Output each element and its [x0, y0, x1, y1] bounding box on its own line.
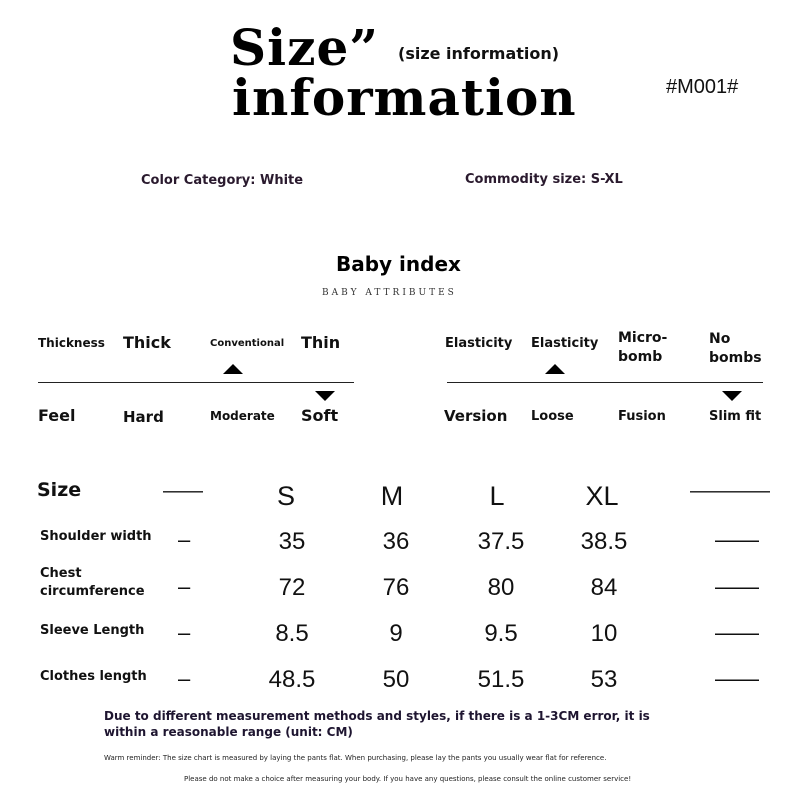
table-cell: 48.5: [268, 666, 316, 693]
feel-selected-marker: [315, 391, 335, 401]
size-header-dash-left: ——: [163, 480, 203, 502]
row-label-sleeve-length: Sleeve Length: [40, 623, 145, 638]
table-cell: 53: [590, 666, 618, 693]
table-cell: 38.5: [580, 528, 628, 555]
elasticity-selected-marker: [545, 364, 565, 374]
row-label-chest-circumference: Chest circumference: [40, 566, 145, 599]
left-attribute-divider: [38, 382, 354, 383]
row-dash-right: ——: [715, 574, 759, 599]
thickness-opt-thick: Thick: [123, 333, 171, 352]
row-dash-left: –: [178, 620, 191, 645]
table-cell: 37.5: [477, 528, 525, 555]
row-dash-right: ——: [715, 527, 759, 552]
size-header-l: L: [489, 481, 505, 511]
warm-reminder: Warm reminder: The size chart is measured by laying the pants flat. When purchasing, please lay the pants you usually wear flat for reference.: [104, 754, 607, 762]
size-header-dash-right: ————: [690, 480, 770, 502]
title-line-1: Size”: [230, 18, 380, 77]
contact-note: Please do not make a choice after measuring your body. If you have any questions, please consult the online customer service!: [184, 775, 632, 783]
feel-opt-hard: Hard: [123, 408, 164, 426]
table-cell: 80: [487, 574, 515, 601]
thickness-opt-conventional: Conventional: [210, 338, 285, 349]
table-cell: 35: [278, 528, 306, 555]
thickness-opt-thin: Thin: [301, 333, 341, 352]
table-cell: 36: [382, 528, 410, 555]
size-header-xl: XL: [585, 481, 619, 511]
size-header-label: Size: [37, 479, 82, 501]
product-code: #M001#: [666, 76, 739, 98]
elasticity-label: Elasticity: [445, 336, 513, 351]
table-cell: 72: [278, 574, 306, 601]
table-cell: 76: [382, 574, 410, 601]
row-dash-right: ——: [715, 620, 759, 645]
thickness-selected-marker: [223, 364, 243, 374]
table-cell: 8.5: [275, 620, 309, 647]
error-note: Due to different measurement methods and styles, if there is a 1-3CM error, it is within a reasonable range (unit: CM): [104, 709, 650, 739]
right-attribute-divider: [447, 382, 763, 383]
thickness-label: Thickness: [38, 336, 105, 350]
subtitle: (size information): [398, 44, 560, 63]
row-dash-left: –: [178, 574, 191, 599]
elasticity-opt-micro-bomb: Micro- bomb: [618, 330, 668, 365]
elasticity-opt-no-bombs: No bombs: [709, 331, 762, 366]
row-dash-left: –: [178, 666, 191, 691]
table-cell: 50: [382, 666, 410, 693]
version-opt-fusion: Fusion: [618, 409, 666, 424]
version-selected-marker: [722, 391, 742, 401]
row-dash-left: –: [178, 527, 191, 552]
size-header-s: S: [276, 481, 295, 511]
table-cell: 9.5: [484, 620, 518, 647]
baby-index-title: Baby index: [336, 252, 461, 276]
feel-label: Feel: [38, 406, 76, 425]
version-opt-slim-fit: Slim fit: [709, 409, 762, 424]
feel-opt-soft: Soft: [301, 406, 339, 425]
commodity-size: Commodity size: S-XL: [465, 172, 623, 187]
baby-index-subtitle: BABY ATTRIBUTES: [322, 288, 457, 298]
table-cell: 84: [590, 574, 618, 601]
version-label: Version: [444, 407, 508, 425]
table-cell: 51.5: [477, 666, 525, 693]
table-cell: 9: [389, 620, 403, 647]
title-line-2: information: [232, 68, 577, 127]
row-dash-right: ——: [715, 666, 759, 691]
row-label-shoulder-width: Shoulder width: [40, 529, 152, 544]
elasticity-opt-elasticity: Elasticity: [531, 336, 599, 351]
row-label-clothes-length: Clothes length: [40, 669, 147, 684]
color-category: Color Category: White: [141, 173, 304, 188]
feel-opt-moderate: Moderate: [210, 409, 275, 423]
version-opt-loose: Loose: [531, 409, 574, 424]
size-header-m: M: [380, 481, 404, 511]
table-cell: 10: [590, 620, 618, 647]
